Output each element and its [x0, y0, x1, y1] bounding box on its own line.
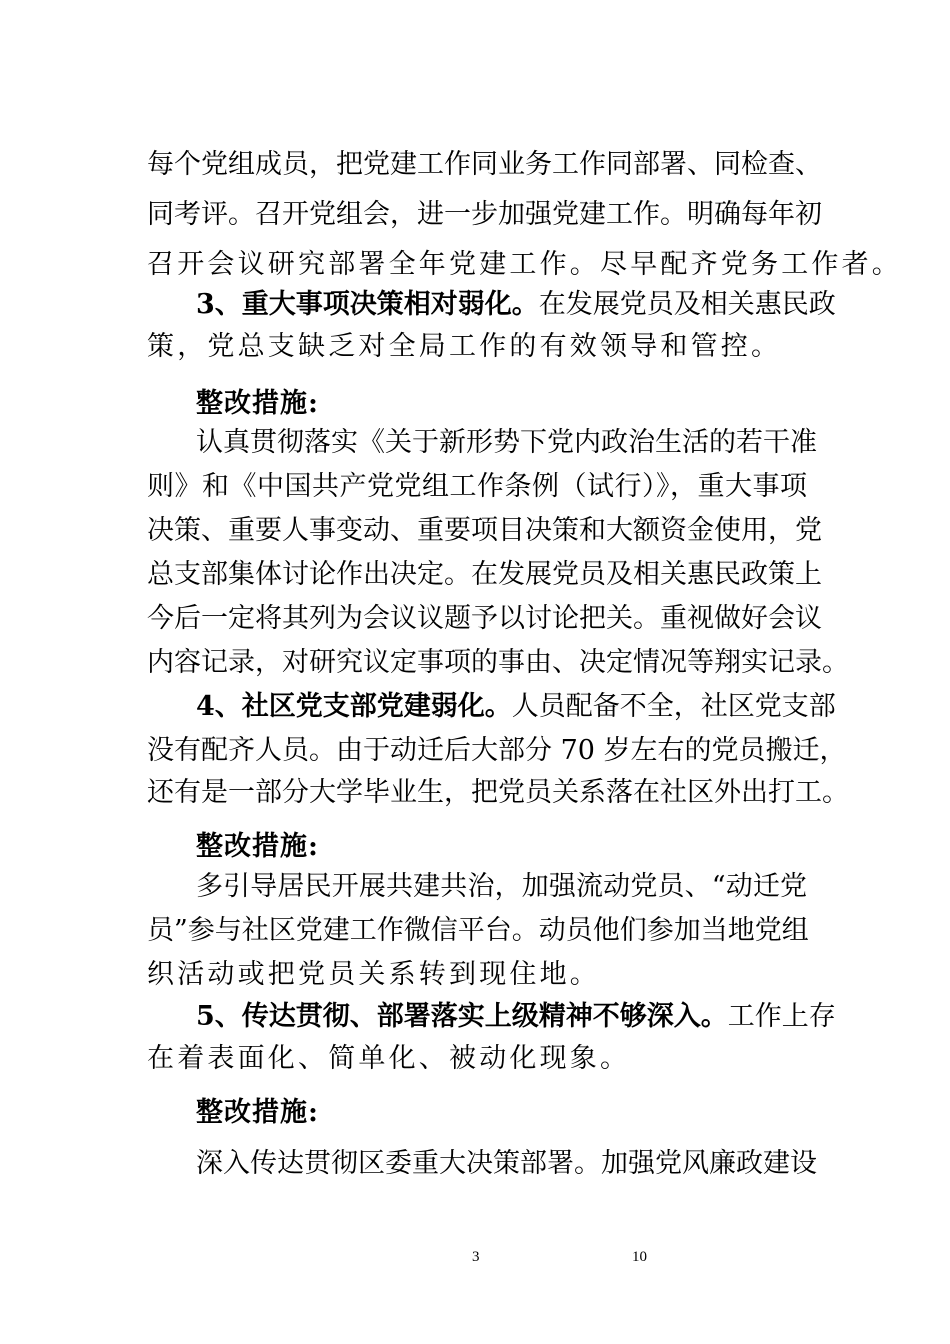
- item-4-text-line: 没有配齐人员。由于动迁后大部分 70 岁左右的党员搬迁，: [147, 735, 847, 766]
- page-number: 3: [472, 1249, 480, 1265]
- paragraph-line: 同考评。召开党组会，进一步加强党建工作。明确每年初: [147, 199, 822, 230]
- measures-heading: 整改措施:: [196, 831, 319, 862]
- measure-line: 织活动或把党员关系转到现住地。: [147, 959, 600, 990]
- measure-line: 总支部集体讨论作出决定。在发展党员及相关惠民政策上: [147, 559, 822, 590]
- item-5-text-line: 在着表面化、简单化、被动化现象。: [147, 1043, 631, 1074]
- paragraph-line: 每个党组成员，把党建工作同业务工作同部署、同检查、: [147, 149, 822, 180]
- item-4-text: 人员配备不全，社区党支部: [511, 691, 836, 722]
- item-4-title: 4、社区党支部党建弱化。: [196, 691, 512, 722]
- measure-line: 员”参与社区党建工作微信平台。动员他们参加当地党组: [147, 915, 809, 946]
- measure-line: 决策、重要人事变动、重要项目决策和大额资金使用，党: [147, 515, 822, 546]
- measure-line: 深入传达贯彻区委重大决策部署。加强党风廉政建设: [196, 1148, 817, 1179]
- measures-heading: 整改措施:: [196, 388, 319, 419]
- measures-heading: 整改措施:: [196, 1097, 319, 1128]
- measure-line: 则》和《中国共产党党组工作条例（试行）》，重大事项: [147, 471, 807, 502]
- item-3-text-line: 策，党总支缺乏对全局工作的有效领导和管控。: [147, 331, 782, 362]
- item-5-text: 工作上存: [727, 1001, 836, 1032]
- item-3-paragraph: [196, 285, 836, 325]
- total-pages: 10: [632, 1249, 647, 1265]
- item-5-paragraph: [196, 997, 836, 1037]
- item-5-title: 5、传达贯彻、部署落实上级精神不够深入。: [196, 1001, 728, 1032]
- measure-line: 认真贯彻落实《关于新形势下党内政治生活的若干准: [196, 427, 817, 458]
- measure-line: 今后一定将其列为会议议题予以讨论把关。重视做好会议: [147, 603, 822, 634]
- measure-line: 内容记录，对研究议定事项的事由、决定情况等翔实记录。: [147, 647, 849, 678]
- measure-line: 多引导居民开展共建共治，加强流动党员、“动迁党: [196, 871, 807, 902]
- item-4-paragraph: [196, 687, 836, 727]
- item-3-text: 在发展党员及相关惠民政: [538, 289, 836, 320]
- paragraph-line: 召开会议研究部署全年党建工作。尽早配齐党务工作者。: [147, 249, 902, 280]
- item-4-text-line: 还有是一部分大学毕业生，把党员关系落在社区外出打工。: [147, 777, 849, 808]
- item-3-title: 3、重大事项决策相对弱化。: [196, 289, 539, 320]
